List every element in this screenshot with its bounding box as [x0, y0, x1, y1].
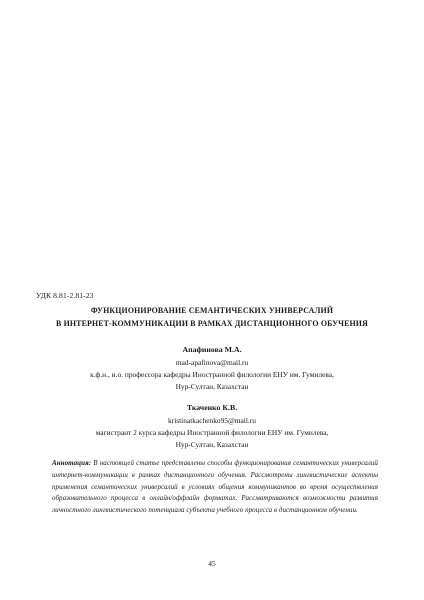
- author1-location: Нур-Султан, Казахстан: [175, 382, 249, 391]
- author2-email: kristinatkachenko95@mail.ru: [168, 416, 256, 425]
- author1-position: к.ф.н., и.о. профессора кафедры Иностранной филологии ЕНУ им. Гумилева,: [90, 370, 334, 379]
- author2-location: Нур-Султан, Казахстан: [175, 440, 249, 449]
- udk-code: УДК 8.81-2.81-23: [36, 291, 94, 300]
- annotation-text: В настоящей статье представлены способы функционирования семантических универсалий интернет-коммуникации в рамках дистанционного обучения. Рассмотрены лингвистические аспекты применения семантических универсалий в условиях общения коммуникантов во время осуществления образовательного процесса в онлайн/оффлайн форматах. Рассматриваются возможности развития личностного лингвистического потенциала субъекта учебного процесса в дистанционном обучении.: [52, 459, 378, 515]
- paper-title-line-2: В ИНТЕРНЕТ-КОММУНИКАЦИИ В РАМКАХ ДИСТАНЦИОННОГО ОБУЧЕНИЯ: [56, 319, 368, 328]
- author2-name: Ткаченко К.В.: [186, 403, 238, 412]
- author1-name: Апафинова М.А.: [182, 345, 242, 354]
- paper-title-line-1: ФУНКЦИОНИРОВАНИЕ СЕМАНТИЧЕСКИХ УНИВЕРСАЛИЙ: [90, 306, 334, 315]
- annotation-paragraph: [52, 458, 378, 517]
- author1-email: mad-apafinova@mail.ru: [175, 358, 249, 367]
- author2-position: магистрант 2 курса кафедры Иностранной филологии ЕНУ им. Гумилева,: [95, 428, 329, 437]
- annotation-label: Аннотация:: [52, 459, 92, 467]
- page-number: 45: [208, 559, 216, 568]
